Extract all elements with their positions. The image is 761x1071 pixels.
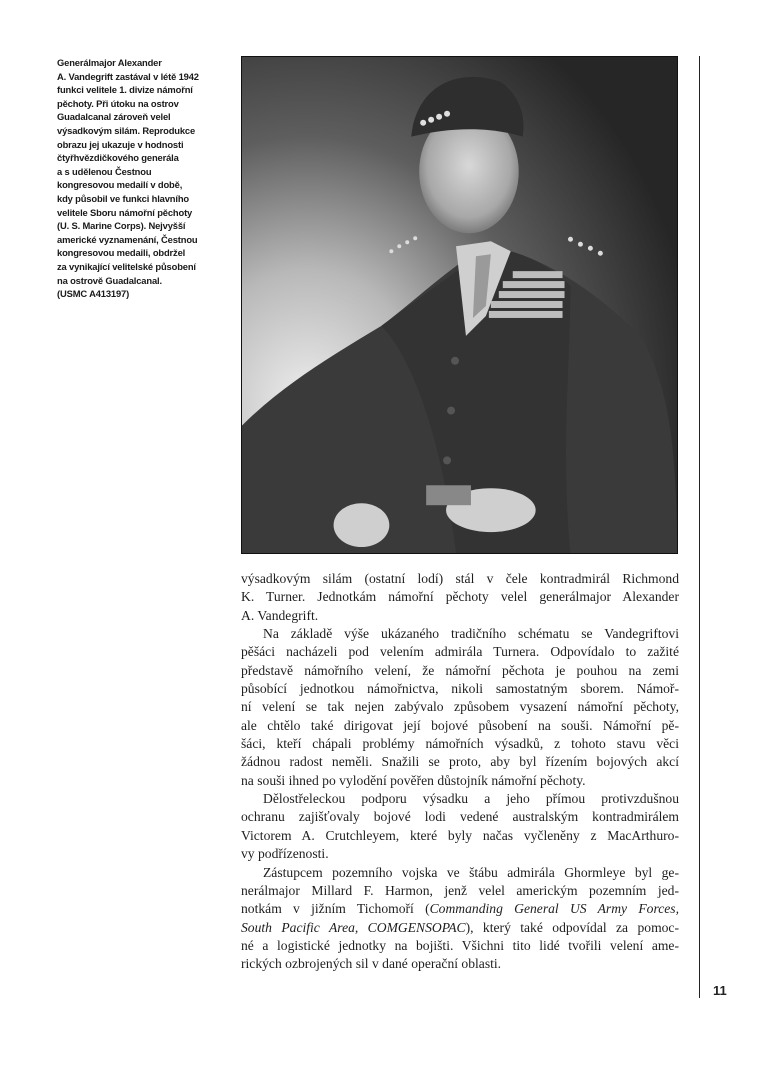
page-number: 11	[713, 983, 727, 998]
text-line: na souši ihned po vylodění pověřen důstojník námořní pěchoty.	[241, 772, 586, 788]
caption-line: čtyřhvězdičkového generála	[57, 152, 179, 164]
text-line: výsadkovým silám (ostatní lodí) stál v čele kontradmirál Richmond	[241, 571, 679, 586]
text-line: žádnou radost neměli. Snažili se proto, aby byl řízením bojových akcí	[241, 754, 679, 770]
text-line: Victorem A. Crutchleyem, které byly načas vyčleněny z MacArthuro-	[241, 827, 679, 843]
caption-line: výsadkovým silám. Reprodukce	[57, 124, 196, 136]
text-line: ní velení se tak nejen zabývalo způsobem vysazení námořní pěchoty,	[241, 699, 679, 715]
caption-line: na ostrově Guadalcanal.	[57, 274, 162, 286]
text-segment: notkám v jižním Tichomoří (	[241, 901, 430, 917]
text-line	[241, 919, 679, 937]
text-line	[241, 882, 679, 900]
text-line: představě námořního velení, že námořní pěchota je pouhou na zemi	[241, 662, 679, 678]
body-text	[241, 570, 679, 974]
text-line: K. Turner. Jednotkám námořní pěchoty velel generálmajor Alexander	[241, 589, 679, 605]
text-line: Na základě výše ukázaného tradičního schématu se Vandegriftovi	[263, 626, 679, 642]
text-line	[241, 900, 679, 918]
caption-line: kdy působil ve funkci hlavního	[57, 192, 189, 204]
text-line: ale chtělo také dirigovat její bojové působení na souši. Námořní pě-	[241, 717, 679, 733]
caption-line: funkci velitele 1. divize námořní	[57, 84, 193, 96]
paragraph	[241, 570, 679, 625]
caption-line: (U. S. Marine Corps). Nejvyšší	[57, 220, 186, 232]
caption-line: kongresovou medaili, obdržel	[57, 247, 186, 259]
text-line	[241, 955, 679, 973]
text-line: A. Vandegrift.	[241, 607, 319, 623]
caption-line: Generálmajor Alexander	[57, 57, 162, 68]
photo-caption	[57, 56, 227, 301]
caption-line: Guadalcanal zároveň velel	[57, 111, 171, 123]
caption-line: A. Vandegrift zastával v létě 1942	[57, 70, 199, 82]
paragraph	[241, 625, 679, 790]
text-segment: ), který také odpovídal za pomoc-	[465, 919, 679, 935]
text-line	[241, 937, 679, 955]
paragraph	[241, 790, 679, 863]
caption-line: a s udělenou Čestnou	[57, 165, 152, 177]
caption-line: americké vyznamenání, Čestnou	[57, 233, 198, 245]
text-segment: rických ozbrojených sil v dané operační oblasti.	[241, 956, 502, 972]
caption-line: (USMC A413197)	[57, 288, 130, 300]
text-segment: né a logistické jednotky na bojišti. Všichni tito lidé tvořili velení ame-	[241, 937, 679, 953]
italic-text: South Pacific Area, COMGENSOPAC	[241, 919, 466, 935]
caption-line: obrazu jej ukazuje v hodnosti	[57, 138, 184, 150]
portrait-photo	[241, 56, 678, 554]
text-line	[241, 864, 679, 882]
text-line: působící jednotkou námořnictva, nikoli samostatným sborem. Námoř-	[241, 681, 679, 697]
text-line: vy podřízenosti.	[241, 846, 329, 862]
italic-text: Commanding General US Army Forces,	[429, 901, 679, 917]
caption-line: kongresovou medailí v době,	[57, 179, 183, 191]
text-segment: nerálmajor Millard F. Harmon, jenž velel americkým pozemním jed-	[241, 882, 679, 898]
margin-rule	[699, 56, 700, 998]
caption-line: pěchoty. Při útoku na ostrov	[57, 97, 179, 109]
text-line: pěšáci nacházeli pod velením admirála Turnera. Odpovídalo to zažité	[241, 644, 679, 660]
caption-line: za vynikající velitelské působení	[57, 260, 196, 272]
text-line: ochranu zajišťovaly bojové lodi vedené australským kontradmirálem	[241, 809, 679, 825]
caption-line: velitele Sboru námořní pěchoty	[57, 206, 193, 218]
text-segment: Zástupcem pozemního vojska ve štábu admirála Ghormleye byl ge-	[263, 864, 679, 880]
text-line: Dělostřeleckou podporu výsadku a jeho přímou protivzdušnou	[263, 791, 679, 807]
text-line: šáci, kteří chápali problémy námořních výsadků, z tohoto stavu věci	[241, 736, 679, 752]
portrait-illustration	[242, 57, 677, 553]
paragraph	[241, 864, 679, 974]
